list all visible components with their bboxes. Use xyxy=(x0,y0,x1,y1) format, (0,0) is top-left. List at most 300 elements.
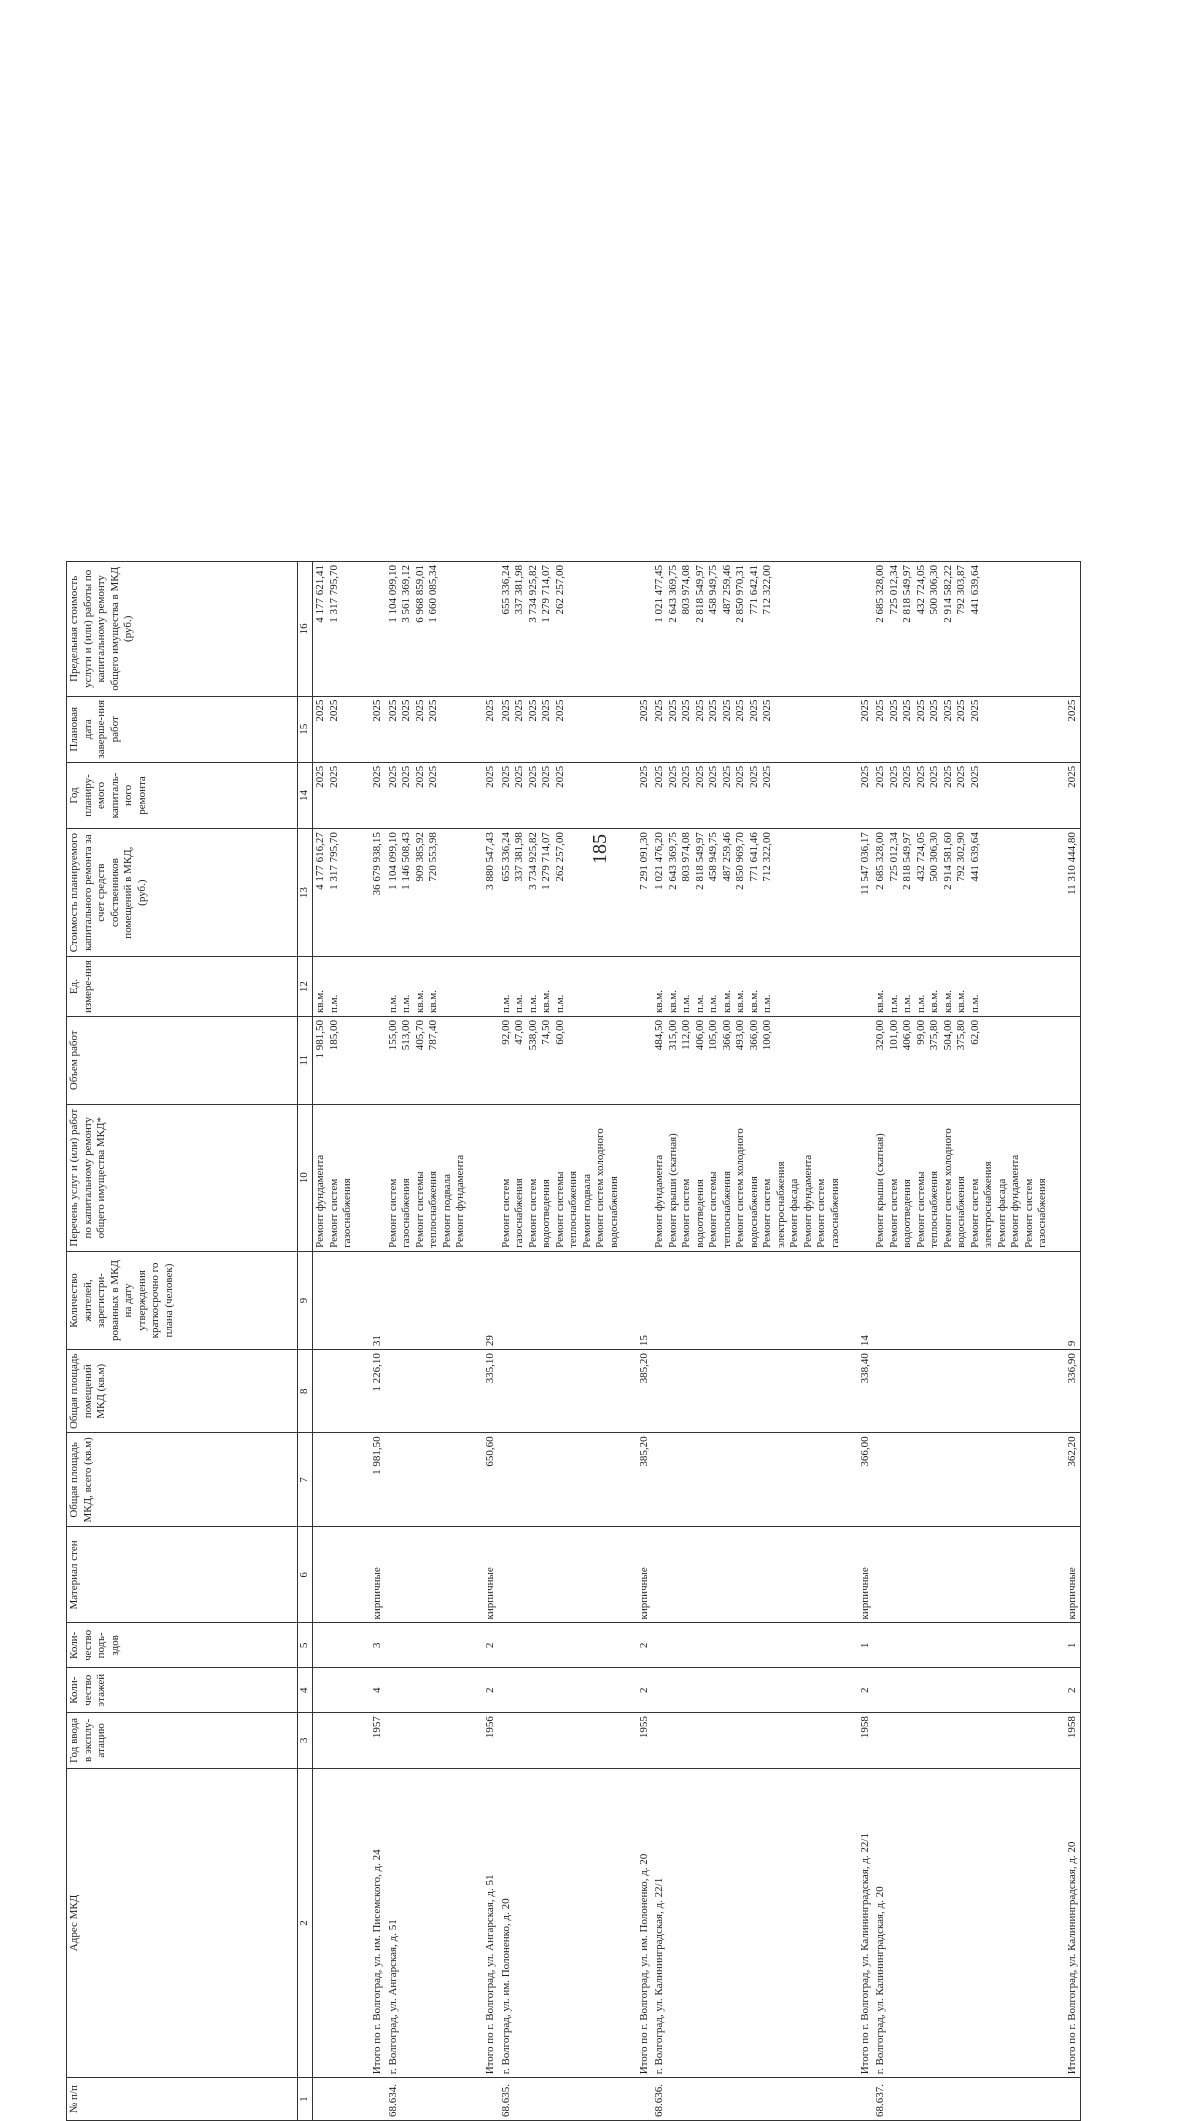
empty-cell xyxy=(386,1433,469,1527)
units-list xyxy=(313,957,356,1017)
row-address: г. Волгоград, ул. им. Полоненко, д. 20 xyxy=(499,1768,623,2078)
year-value: 2025 xyxy=(955,765,967,788)
year-value: 2025 xyxy=(941,765,954,788)
table-row xyxy=(313,562,356,2121)
unit-value: п.м. xyxy=(553,994,566,1013)
empty-cell xyxy=(313,1433,356,1527)
work-item: Ремонт систем газоснабжения xyxy=(499,1178,525,1248)
total-address: Итого по г. Волгоград, ул. им. Писемского, д. 24 xyxy=(356,1768,386,2078)
date-value: 2025 xyxy=(513,699,525,722)
unit-value: п.м. xyxy=(901,994,913,1013)
empty-cell xyxy=(652,1251,843,1349)
volume-value: 92,00 xyxy=(499,1019,512,1045)
total-address: Итого по г. Волгоград, ул. Ангарская, д. 51 xyxy=(469,1768,499,2078)
empty-cell xyxy=(652,1350,843,1433)
total-cost: 11 310 444,80 xyxy=(1051,829,1081,957)
volume-value: 538,00 xyxy=(526,1019,539,1051)
total-area-rooms: 335,10 xyxy=(469,1350,499,1433)
work-item: Ремонт систем газоснабжения xyxy=(327,1178,353,1248)
total-area-rooms: 385,20 xyxy=(622,1350,652,1433)
total-area: 385,20 xyxy=(622,1433,652,1527)
unit-value: кв.м. xyxy=(955,989,967,1013)
date-value: 2025 xyxy=(874,699,886,722)
date-value: 2025 xyxy=(761,699,773,722)
unit-value: п.м. xyxy=(707,994,719,1013)
units-list xyxy=(873,957,1051,1017)
unit-value: п.м. xyxy=(327,994,340,1013)
row-number xyxy=(313,2078,356,2121)
year-value: 2025 xyxy=(874,765,886,788)
empty-cell xyxy=(386,1251,469,1349)
header-cell: Коли-чество подъ-здов xyxy=(67,1623,298,1668)
empty-cell xyxy=(499,1350,623,1433)
limit-value: 2 643 369,75 xyxy=(666,565,679,623)
total-area-rooms: 338,40 xyxy=(843,1350,873,1433)
header-cell: Адрес МКД xyxy=(67,1768,298,2078)
cost-value: 2 914 581,60 xyxy=(941,832,954,890)
unit-value: п.м. xyxy=(499,994,512,1013)
row-address: г. Волгоград, ул. Калининградская, д. 20 xyxy=(873,1768,1051,2078)
date-value: 2025 xyxy=(941,699,954,722)
work-item: Ремонт систем газоснабжения xyxy=(386,1178,412,1248)
volume-value: 155,00 xyxy=(386,1019,399,1051)
limit-value: 771 642,41 xyxy=(747,565,760,615)
costs-list xyxy=(386,829,469,957)
total-plan-year: 2025 xyxy=(1051,762,1081,828)
total-row xyxy=(469,562,499,2121)
work-item: Ремонт фасада xyxy=(995,1178,1008,1248)
work-item: Ремонт фундамента xyxy=(653,1154,665,1248)
total-floors: 4 xyxy=(356,1668,386,1713)
unit-value: п.м. xyxy=(526,994,539,1013)
unit-value: кв.м. xyxy=(720,989,733,1013)
year-value: 2025 xyxy=(553,765,566,788)
work-item: Ремонт систем водоотведения xyxy=(680,1178,706,1248)
work-item: Ремонт крыши (скатная) xyxy=(666,1133,679,1248)
table-header xyxy=(67,562,313,2121)
unit-value: кв.м. xyxy=(427,989,439,1013)
column-number: 12 xyxy=(298,957,313,1017)
total-plan-year: 2025 xyxy=(469,762,499,828)
empty-cell xyxy=(622,1016,652,1104)
limit-value: 1 279 714,07 xyxy=(540,565,552,623)
row-number: 68.634. xyxy=(386,2078,469,2121)
column-number: 10 xyxy=(298,1104,313,1251)
total-floors: 2 xyxy=(1051,1668,1081,1713)
total-floors: 2 xyxy=(622,1668,652,1713)
row-number: 68.635. xyxy=(499,2078,623,2121)
header-cell: Коли-чество этажей xyxy=(67,1668,298,1713)
volume-value: 493,00 xyxy=(734,1019,746,1051)
units-list xyxy=(386,957,469,1017)
total-end-date: 2025 xyxy=(469,696,499,762)
empty-cell xyxy=(843,1104,873,1251)
volume-value: 74,50 xyxy=(540,1019,552,1045)
column-number: 6 xyxy=(298,1527,313,1623)
units-list xyxy=(499,957,623,1017)
empty-cell xyxy=(843,562,873,697)
cost-value: 3 734 925,82 xyxy=(526,832,539,890)
costs-list xyxy=(499,829,623,957)
volume-value: 484,50 xyxy=(653,1019,665,1051)
date-value: 2025 xyxy=(327,699,340,722)
date-value: 2025 xyxy=(386,699,399,722)
date-value: 2025 xyxy=(968,699,981,722)
work-item: Ремонт системы теплоснабжения xyxy=(914,1170,940,1248)
unit-value: кв.м. xyxy=(734,989,746,1013)
empty-cell xyxy=(313,1251,356,1349)
date-value: 2025 xyxy=(928,699,940,722)
empty-cell xyxy=(1051,1016,1081,1104)
volumes-list xyxy=(313,1016,356,1104)
empty-cell xyxy=(652,1527,843,1623)
page-number: 185 xyxy=(589,834,611,864)
limit-value: 2 685 328,00 xyxy=(874,565,886,623)
header-cell: № п/п xyxy=(67,2078,298,2121)
work-item: Ремонт систем газоснабжения xyxy=(1022,1178,1048,1248)
table-row xyxy=(499,562,623,2121)
year-value: 2025 xyxy=(400,765,412,788)
limit-value: 2 850 970,31 xyxy=(734,565,746,623)
unit-value: п.м. xyxy=(693,994,706,1013)
volume-value: 366,00 xyxy=(720,1019,733,1051)
limit-value: 432 724,05 xyxy=(914,565,927,615)
years-list xyxy=(873,762,1051,828)
total-row xyxy=(843,562,873,2121)
dates-list xyxy=(386,696,469,762)
volume-value: 185,00 xyxy=(327,1019,340,1051)
empty-cell xyxy=(356,1016,386,1104)
date-value: 2025 xyxy=(540,699,552,722)
empty-cell xyxy=(652,1713,843,1769)
total-material: кирпичные xyxy=(356,1527,386,1623)
limit-value: 1 660 085,34 xyxy=(427,565,439,623)
works-list xyxy=(652,1104,843,1251)
date-value: 2025 xyxy=(720,699,733,722)
cost-value: 1 146 508,43 xyxy=(400,832,412,890)
column-number: 4 xyxy=(298,1668,313,1713)
empty-cell xyxy=(843,957,873,1017)
unit-value: кв.м. xyxy=(653,989,665,1013)
empty-cell xyxy=(873,1713,1051,1769)
limits-list xyxy=(313,562,356,697)
empty-cell xyxy=(1051,957,1081,1017)
total-plan-year: 2025 xyxy=(622,762,652,828)
dates-list xyxy=(652,696,843,762)
row-number xyxy=(469,2078,499,2121)
header-cell: Ед. измере-ния xyxy=(67,957,298,1017)
table-row xyxy=(652,562,843,2121)
volume-value: 62,00 xyxy=(968,1019,981,1045)
unit-value: кв.м. xyxy=(666,989,679,1013)
header-cell: Общая площадь МКД, всего (кв.м) xyxy=(67,1433,298,1527)
column-number: 14 xyxy=(298,762,313,828)
volume-value: 315,00 xyxy=(666,1019,679,1051)
cost-value: 337 381,98 xyxy=(513,832,525,882)
row-address: г. Волгоград, ул. Ангарская, д. 51 xyxy=(386,1768,469,2078)
unit-value: п.м. xyxy=(968,994,981,1013)
header-cell: Общая площадь помещений МКД (кв.м) xyxy=(67,1350,298,1433)
year-value: 2025 xyxy=(680,765,692,788)
work-item: Ремонт фундамента xyxy=(801,1154,814,1248)
limit-value: 1 104 099,10 xyxy=(386,565,399,623)
empty-cell xyxy=(873,1527,1051,1623)
total-plan-year: 2025 xyxy=(356,762,386,828)
work-item: Ремонт системы теплоснабжения xyxy=(413,1170,439,1248)
limit-value: 3 561 369,12 xyxy=(400,565,412,623)
empty-cell xyxy=(1051,562,1081,697)
total-entrances: 2 xyxy=(469,1623,499,1668)
volumes-list xyxy=(652,1016,843,1104)
unit-value: кв.м. xyxy=(941,989,954,1013)
total-entrances: 2 xyxy=(622,1623,652,1668)
year-value: 2025 xyxy=(540,765,552,788)
cost-value: 1 021 476,20 xyxy=(653,832,665,890)
date-value: 2025 xyxy=(314,699,326,722)
total-floors: 2 xyxy=(469,1668,499,1713)
work-item: Ремонт фундамента xyxy=(454,1154,466,1248)
limits-list xyxy=(386,562,469,697)
limits-list xyxy=(652,562,843,697)
total-row xyxy=(356,562,386,2121)
cost-value: 725 012,34 xyxy=(887,832,900,882)
total-area: 366,00 xyxy=(843,1433,873,1527)
volume-value: 112,00 xyxy=(680,1019,692,1050)
empty-cell xyxy=(622,957,652,1017)
work-item: Ремонт системы теплоснабжения xyxy=(553,1170,579,1248)
empty-cell xyxy=(386,1713,469,1769)
unit-value: п.м. xyxy=(887,994,900,1013)
unit-value: кв.м. xyxy=(540,989,552,1013)
volume-value: 787,40 xyxy=(427,1019,439,1051)
units-list xyxy=(652,957,843,1017)
total-year: 1955 xyxy=(622,1713,652,1769)
limit-value: 2 914 582,22 xyxy=(941,565,954,623)
date-value: 2025 xyxy=(400,699,412,722)
works-list xyxy=(499,1104,623,1251)
volume-value: 47,00 xyxy=(513,1019,525,1045)
date-value: 2025 xyxy=(526,699,539,722)
volume-value: 320,00 xyxy=(874,1019,886,1051)
total-area: 362,20 xyxy=(1051,1433,1081,1527)
row-number xyxy=(843,2078,873,2121)
header-cell: Материал стен xyxy=(67,1527,298,1623)
header-cell: Год ввода в эксплу-атацию xyxy=(67,1713,298,1769)
years-list xyxy=(313,762,356,828)
date-value: 2025 xyxy=(901,699,913,722)
date-value: 2025 xyxy=(914,699,927,722)
total-area-rooms: 336,90 xyxy=(1051,1350,1081,1433)
volume-value: 100,00 xyxy=(761,1019,773,1051)
limit-value: 500 306,30 xyxy=(928,565,940,615)
cost-value: 2 818 549,97 xyxy=(901,832,913,890)
table-row xyxy=(386,562,469,2121)
year-value: 2025 xyxy=(499,765,512,788)
date-value: 2025 xyxy=(707,699,719,722)
work-item: Ремонт систем водоотведения xyxy=(887,1178,913,1248)
work-item: Ремонт систем холодного водоснабжения xyxy=(734,1128,760,1248)
total-residents: 14 xyxy=(843,1251,873,1349)
year-value: 2025 xyxy=(887,765,900,788)
volumes-list xyxy=(873,1016,1051,1104)
work-item: Ремонт системы теплоснабжения xyxy=(707,1170,733,1248)
header-cell: Предельная стоимость услуги и (или) работы по капитальному ремонту общего имущества в МКД (руб.) xyxy=(67,562,298,697)
empty-cell xyxy=(386,1350,469,1433)
total-end-date: 2025 xyxy=(1051,696,1081,762)
empty-cell xyxy=(313,1623,356,1668)
unit-value: кв.м. xyxy=(928,989,940,1013)
work-item: Ремонт систем водоотведения xyxy=(526,1178,552,1248)
cost-value: 712 322,00 xyxy=(761,832,773,882)
cost-value: 792 302,90 xyxy=(955,832,967,882)
year-value: 2025 xyxy=(693,765,706,788)
total-cost: 36 679 938,15 xyxy=(356,829,386,957)
empty-cell xyxy=(499,1623,623,1668)
row-number xyxy=(356,2078,386,2121)
unit-value: п.м. xyxy=(914,994,927,1013)
date-value: 2025 xyxy=(734,699,746,722)
empty-cell xyxy=(313,1668,356,1713)
total-address: Итого по г. Волгоград, ул. Калининградская, д. 22/1 xyxy=(843,1768,873,2078)
cost-value: 432 724,05 xyxy=(914,832,927,882)
limit-value: 1 317 795,70 xyxy=(327,565,340,623)
total-address: Итого по г. Волгоград, ул. им. Полоненко, д. 20 xyxy=(622,1768,652,2078)
unit-value: кв.м. xyxy=(413,989,426,1013)
year-value: 2025 xyxy=(928,765,940,788)
total-area: 650,60 xyxy=(469,1433,499,1527)
total-residents: 31 xyxy=(356,1251,386,1349)
limit-value: 6 968 859,01 xyxy=(413,565,426,623)
volume-value: 101,00 xyxy=(887,1019,900,1051)
limit-value: 712 322,00 xyxy=(761,565,773,615)
dates-list xyxy=(499,696,623,762)
total-residents: 15 xyxy=(622,1251,652,1349)
volume-value: 504,00 xyxy=(941,1019,954,1051)
works-list xyxy=(386,1104,469,1251)
unit-value: п.м. xyxy=(386,994,399,1013)
empty-cell xyxy=(313,1527,356,1623)
limits-list xyxy=(499,562,623,697)
empty-cell xyxy=(469,1016,499,1104)
limit-value: 458 949,75 xyxy=(707,565,719,615)
work-item: Ремонт подвала xyxy=(440,1174,453,1248)
column-number: 9 xyxy=(298,1251,313,1349)
column-number: 5 xyxy=(298,1623,313,1668)
total-entrances: 3 xyxy=(356,1623,386,1668)
unit-value: кв.м. xyxy=(314,989,326,1013)
unit-value: п.м. xyxy=(513,994,525,1013)
volume-value: 406,00 xyxy=(693,1019,706,1051)
empty-cell xyxy=(652,1623,843,1668)
total-end-date: 2025 xyxy=(356,696,386,762)
column-number: 2 xyxy=(298,1768,313,2078)
limit-value: 655 336,24 xyxy=(499,565,512,615)
year-value: 2025 xyxy=(761,765,773,788)
volumes-list xyxy=(499,1016,623,1104)
year-value: 2025 xyxy=(707,765,719,788)
year-value: 2025 xyxy=(666,765,679,788)
costs-list xyxy=(313,829,356,957)
date-value: 2025 xyxy=(693,699,706,722)
column-number: 7 xyxy=(298,1433,313,1527)
empty-cell xyxy=(499,1433,623,1527)
limit-value: 337 381,98 xyxy=(513,565,525,615)
total-year: 1957 xyxy=(356,1713,386,1769)
empty-cell xyxy=(386,1623,469,1668)
header-cell: Год планиру-емого капиталь-ного ремонта xyxy=(67,762,298,828)
limit-value: 803 974,08 xyxy=(680,565,692,615)
year-value: 2025 xyxy=(327,765,340,788)
cost-value: 803 974,08 xyxy=(680,832,692,882)
total-cost: 3 880 547,43 xyxy=(469,829,499,957)
cost-value: 1 279 714,07 xyxy=(540,832,552,890)
cost-value: 441 639,64 xyxy=(968,832,981,882)
limit-value: 2 818 549,97 xyxy=(901,565,913,623)
empty-cell xyxy=(386,1527,469,1623)
work-item: Ремонт фундамента xyxy=(314,1154,326,1248)
limits-list xyxy=(873,562,1051,697)
empty-cell xyxy=(469,562,499,697)
date-value: 2025 xyxy=(553,699,566,722)
total-row xyxy=(622,562,652,2121)
header-cell: Стоимость планируемого капитального ремонта за счет средств собственников помещений в МКД, (руб.) xyxy=(67,829,298,957)
empty-cell xyxy=(356,957,386,1017)
total-plan-year: 2025 xyxy=(843,762,873,828)
empty-cell xyxy=(499,1527,623,1623)
cost-value: 1 317 795,70 xyxy=(327,832,340,890)
total-area: 1 981,50 xyxy=(356,1433,386,1527)
table-row xyxy=(873,562,1051,2121)
works-list xyxy=(873,1104,1051,1251)
unit-value: кв.м. xyxy=(747,989,760,1013)
total-year: 1958 xyxy=(843,1713,873,1769)
column-number: 3 xyxy=(298,1713,313,1769)
works-list xyxy=(313,1104,356,1251)
empty-cell xyxy=(1051,1104,1081,1251)
empty-cell xyxy=(469,1104,499,1251)
cost-value: 2 643 369,75 xyxy=(666,832,679,890)
empty-cell xyxy=(652,1433,843,1527)
cost-value: 2 685 328,00 xyxy=(874,832,886,890)
work-item: Ремонт систем электроснабжения xyxy=(761,1161,787,1248)
row-number: 68.636. xyxy=(652,2078,843,2121)
total-cost: 11 547 036,17 xyxy=(843,829,873,957)
cost-value: 2 818 549,97 xyxy=(693,832,706,890)
costs-list xyxy=(873,829,1051,957)
volume-value: 60,00 xyxy=(553,1019,566,1045)
empty-cell xyxy=(313,1713,356,1769)
costs-list xyxy=(652,829,843,957)
total-year: 1956 xyxy=(469,1713,499,1769)
empty-cell xyxy=(622,562,652,697)
limit-value: 487 259,46 xyxy=(720,565,733,615)
volume-value: 366,00 xyxy=(747,1019,760,1051)
empty-cell xyxy=(499,1668,623,1713)
date-value: 2025 xyxy=(666,699,679,722)
total-area-rooms: 1 226,10 xyxy=(356,1350,386,1433)
limit-value: 1 021 477,45 xyxy=(653,565,665,623)
empty-cell xyxy=(499,1713,623,1769)
header-cell: Количество жителей, зарегистри-рованных в МКД на дату утверждения краткосрочно го плана (человек) xyxy=(67,1251,298,1349)
cost-value: 909 385,92 xyxy=(413,832,426,882)
row-number xyxy=(622,2078,652,2121)
unit-value: п.м. xyxy=(761,994,773,1013)
volume-value: 375,80 xyxy=(955,1019,967,1051)
limit-value: 262 257,00 xyxy=(553,565,566,615)
header-cell: Плановая дата заверше-ния работ xyxy=(67,696,298,762)
column-number: 11 xyxy=(298,1016,313,1104)
unit-value: п.м. xyxy=(680,994,692,1013)
